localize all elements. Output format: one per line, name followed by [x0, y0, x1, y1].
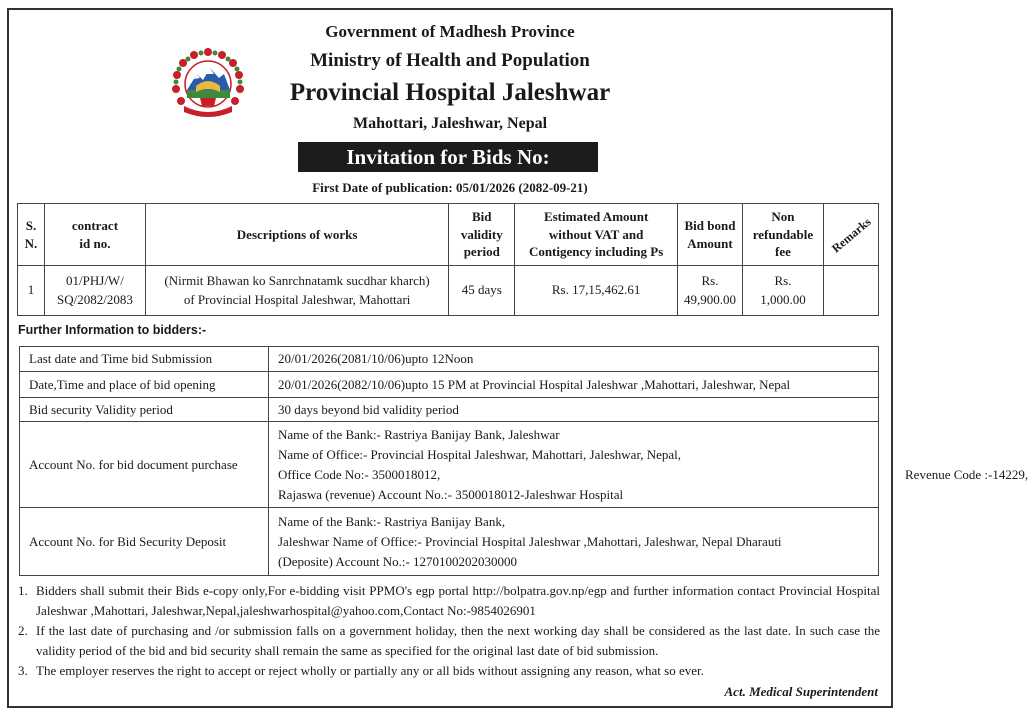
ministry-heading: Ministry of Health and Population [310, 50, 590, 71]
deposit-label: Account No. for Bid Security Deposit [20, 508, 269, 576]
purchase-account: Rajaswa (revenue) Account No.:- 3500018012-Jaleshwar Hospital [278, 486, 624, 502]
row-bond: Rs. 49,900.00 [678, 266, 743, 316]
opening-label: Date,Time and place of bid opening [20, 372, 269, 398]
col-remarks: Remarks [823, 204, 878, 266]
col-contract: contract id no. [44, 204, 145, 266]
col-bond: Bid bond Amount [678, 204, 743, 266]
notes-list [18, 581, 880, 681]
note-text: Bidders shall submit their Bids e-copy only,For e-bidding visit PPMO's egp portal http://bolpatra.gov.np/egp and further information contact Provincial Hospital Jaleshwar ,Mahottari, Jaleshwar,Nepal,jaleshwarhospital@yahoo.com,Contact No:-9854026901 [36, 583, 880, 618]
purchase-office: Name of Office:- Provincial Hospital Jaleshwar, Mahottari, Jaleshwar, Nepal, [278, 446, 682, 462]
row-sn: 1 [18, 266, 45, 316]
info-table [19, 346, 1028, 576]
row-remarks [823, 266, 878, 316]
table-row [20, 347, 879, 372]
opening-value: 20/01/2026(2082/10/06)upto 15 PM at Provincial Hospital Jaleshwar ,Mahottari, Jaleshwar, Nepal [269, 372, 879, 398]
revenue-code: Revenue Code :-14229, [905, 466, 1028, 482]
submission-value: 20/01/2026(2081/10/06)upto 12Noon [269, 347, 879, 372]
row-fee: Rs. 1,000.00 [742, 266, 823, 316]
row-description: (Nirmit Bhawan ko Sanrchnatamk sucdhar kharch) of Provincial Hospital Jaleshwar, Mahottari [145, 266, 448, 316]
purchase-value [269, 422, 1028, 508]
note-text: The employer reserves the right to accept or reject wholly or partially any or all bids without assigning any reason, what so ever. [36, 663, 704, 678]
location-heading: Mahottari, Jaleshwar, Nepal [352, 115, 548, 132]
table-row [18, 266, 879, 316]
col-sn: S. N. [18, 204, 45, 266]
deposit-value [269, 508, 879, 576]
purchase-label: Account No. for bid document purchase [20, 422, 269, 508]
office-code: Office Code No:- 3500018012, [278, 466, 441, 482]
deposit-account: (Deposite) Account No.:- 1270100202030000 [278, 553, 518, 569]
table-row [20, 422, 879, 508]
row-estimated: Rs. 17,15,462.61 [515, 266, 678, 316]
table-row [20, 508, 879, 576]
col-fee: Non refundable fee [742, 204, 823, 266]
government-heading: Government of Madhesh Province [325, 22, 575, 41]
table-row [20, 398, 879, 422]
row-validity: 45 days [449, 266, 515, 316]
further-info-title: Further Information to bidders:- [18, 323, 207, 337]
deposit-bank: Name of the Bank:- Rastriya Banijay Bank, [278, 513, 506, 529]
row-contract: 01/PHJ/W/ SQ/2082/2083 [44, 266, 145, 316]
validity-value: 30 days beyond bid validity period [269, 398, 879, 422]
col-validity: Bid validity period [449, 204, 515, 266]
invitation-banner: Invitation for Bids No: [298, 142, 598, 172]
list-item: 2. If the last date of purchasing and /or submission falls on a government holiday, then the next working day shall be considered as the last date. In such case the validity period of the bid and bid security shall remain the same as specified for the original last date of bid submission. [18, 621, 880, 661]
submission-label: Last date and Time bid Submission [20, 347, 269, 372]
validity-label: Bid security Validity period [20, 398, 269, 422]
purchase-codes [278, 465, 1028, 485]
hospital-heading: Provincial Hospital Jaleshwar [289, 79, 611, 106]
list-item: 1. Bidders shall submit their Bids e-copy only,For e-bidding visit PPMO's egp portal http://bolpatra.gov.np/egp and further information contact Provincial Hospital Jaleshwar ,Mahottari, Jaleshwar,Nepal,jaleshwarhospital@yahoo.com,Contact No:-9854026901 [18, 581, 880, 621]
bid-table [17, 203, 879, 316]
deposit-office: Jaleshwar Name of Office:- Provincial Hospital Jaleshwar ,Mahottari, Jaleshwar, Nepal Dharauti [278, 533, 782, 549]
signature: Act. Medical Superintendent [724, 684, 878, 699]
bid-table-header-row [18, 204, 879, 266]
note-text: If the last date of purchasing and /or submission falls on a government holiday, then the next working day shall be considered as the last date. In such case the validity period of the bid and bid security shall remain the same as specified for the original last date of bid submission. [36, 623, 880, 658]
col-estimated: Estimated Amount without VAT and Contigency including Ps [515, 204, 678, 266]
col-description: Descriptions of works [145, 204, 448, 266]
table-row [20, 372, 879, 398]
purchase-bank: Name of the Bank:- Rastriya Banijay Bank, Jaleshwar [278, 426, 560, 442]
publication-date: First Date of publication: 05/01/2026 (2082-09-21) [312, 180, 588, 195]
list-item: 3. The employer reserves the right to accept or reject wholly or partially any or all bids without assigning any reason, what so ever. [18, 661, 880, 681]
